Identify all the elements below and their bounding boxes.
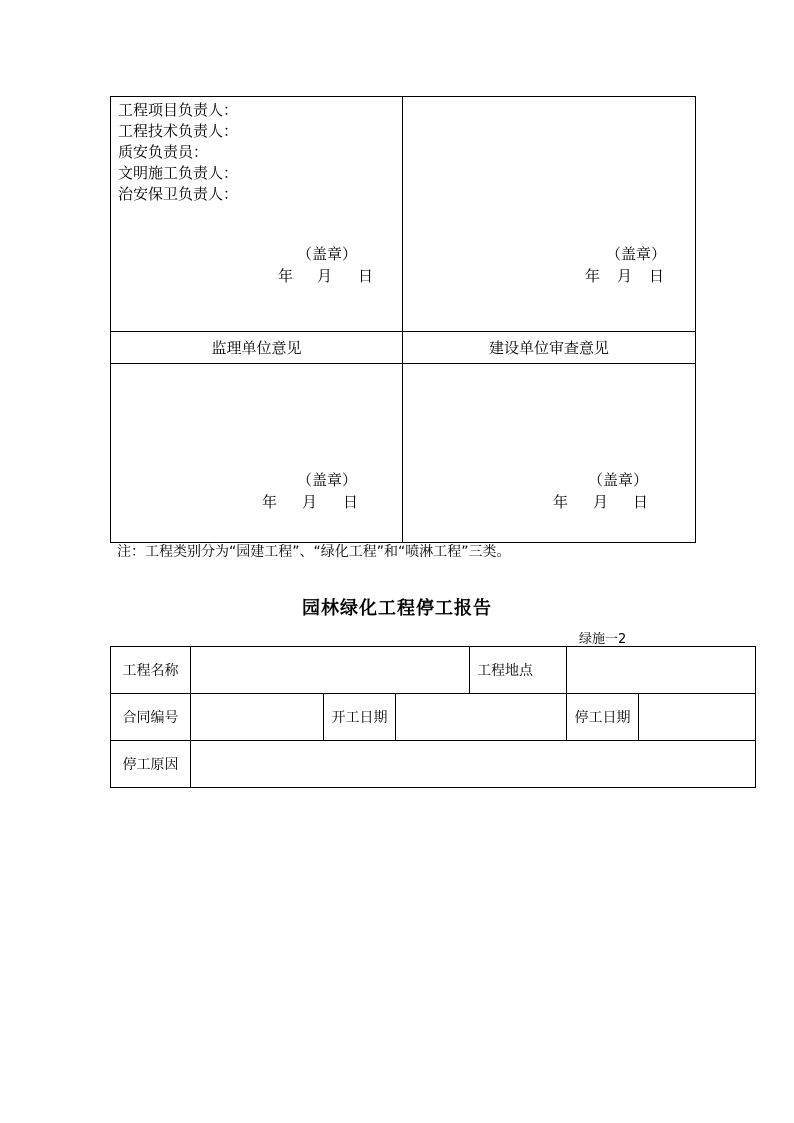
day-label: 日 (358, 267, 374, 285)
contract-number-field[interactable] (191, 694, 324, 741)
responsible-persons-cell (111, 97, 403, 332)
year-label: 年 (262, 493, 278, 511)
day-label: 日 (649, 267, 665, 285)
owner-review-opinion-cell[interactable] (403, 364, 696, 543)
date-line (111, 491, 403, 511)
responsible-item-project-manager: 工程项目负责人： (118, 101, 239, 119)
date-line (403, 491, 696, 511)
responsible-item-technical-manager: 工程技术负责人： (118, 122, 239, 140)
right-sign-cell (403, 97, 696, 332)
supervisor-opinion-cell[interactable] (111, 364, 403, 543)
responsible-item-civilized-construction: 文明施工负责人： (118, 164, 239, 182)
stop-date-label: 停工日期 (567, 694, 639, 741)
month-label: 月 (617, 267, 633, 285)
supervisor-opinion-header: 监理单位意见 (111, 332, 403, 364)
contract-number-label: 合同编号 (111, 694, 191, 741)
project-location-label: 工程地点 (470, 647, 567, 694)
stamp-label: （盖章） (606, 245, 667, 263)
form-number: 绿施一2 (579, 632, 627, 647)
responsible-persons-table (110, 96, 696, 543)
year-label: 年 (278, 267, 294, 285)
start-date-field[interactable] (396, 694, 567, 741)
year-label: 年 (585, 267, 601, 285)
responsible-persons-list (118, 100, 238, 205)
report-title: 园林绿化工程停工报告 (302, 598, 492, 619)
stop-date-field[interactable] (639, 694, 756, 741)
month-label: 月 (317, 267, 333, 285)
stop-work-report-table (110, 646, 756, 788)
day-label: 日 (343, 493, 359, 511)
responsible-item-security: 治安保卫负责人： (118, 185, 239, 203)
date-line (403, 265, 696, 285)
project-category-note: 注：工程类别分为“园建工程”、“绿化工程”和“喷淋工程”三类。 (117, 544, 511, 560)
stop-reason-label: 停工原因 (111, 741, 191, 788)
day-label: 日 (633, 493, 649, 511)
start-date-label: 开工日期 (324, 694, 396, 741)
month-label: 月 (593, 493, 609, 511)
year-label: 年 (553, 493, 569, 511)
date-line (111, 265, 403, 285)
owner-review-opinion-header: 建设单位审查意见 (403, 332, 696, 364)
stop-reason-field[interactable] (191, 741, 756, 788)
stamp-label: （盖章） (297, 471, 358, 489)
project-name-label: 工程名称 (111, 647, 191, 694)
project-name-field[interactable] (191, 647, 470, 694)
stamp-label: （盖章） (588, 471, 649, 489)
stamp-label: （盖章） (297, 245, 358, 263)
responsible-item-quality-safety: 质安负责员： (118, 143, 209, 161)
month-label: 月 (302, 493, 318, 511)
project-location-field[interactable] (567, 647, 756, 694)
